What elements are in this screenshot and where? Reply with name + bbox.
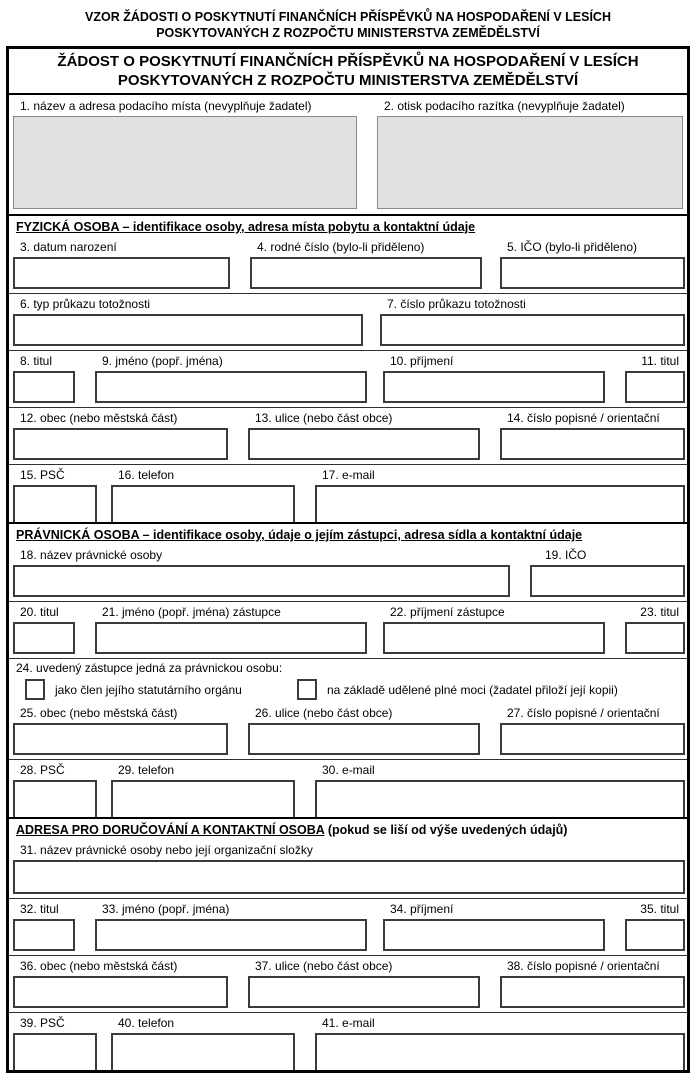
field-36-input[interactable]	[13, 976, 228, 1008]
row-32-35	[9, 899, 687, 956]
application-form	[6, 46, 690, 1073]
field-7-input[interactable]	[380, 314, 685, 346]
section-header-adresa	[9, 817, 687, 840]
field-34-label: 34. příjmení	[390, 902, 454, 916]
document-heading-line1: VZOR ŽÁDOSTI O POSKYTNUTÍ FINANČNÍCH PŘÍSPĚVKŮ NA HOSPODAŘENÍ V LESÍCH	[85, 10, 611, 24]
field-3-label: 3. datum narození	[20, 240, 117, 254]
field-20	[13, 603, 75, 654]
row-3-5	[9, 237, 687, 294]
field-23-label: 23. titul	[640, 605, 679, 619]
field-21-label: 21. jméno (popř. jména) zástupce	[102, 605, 281, 619]
document-heading-line2: POSKYTOVANÝCH Z ROZPOČTU MINISTERSTVA ZEMĚDĚLSTVÍ	[156, 26, 540, 40]
field-10-label: 10. příjmení	[390, 354, 454, 368]
field-39-label: 39. PSČ	[20, 1016, 65, 1030]
field-29-input[interactable]	[111, 780, 295, 817]
section-header-fyzicka-osoba	[9, 214, 687, 237]
field-30-input[interactable]	[315, 780, 685, 817]
field-34-input[interactable]	[383, 919, 605, 951]
field-13	[248, 409, 480, 460]
field-8-input[interactable]	[13, 371, 75, 403]
field-6-label: 6. typ průkazu totožnosti	[20, 297, 151, 311]
row-39-41	[9, 1013, 687, 1070]
field-14-label: 14. číslo popisné / orientační	[507, 411, 660, 425]
field-19-label: 19. IČO	[545, 548, 587, 562]
row-36-38	[9, 956, 687, 1013]
field-18-label: 18. název právnické osoby	[20, 548, 163, 562]
row-submission	[9, 95, 687, 214]
field-7	[380, 295, 685, 346]
field-17-input[interactable]	[315, 485, 685, 522]
row-18-19	[9, 545, 687, 602]
field-13-label: 13. ulice (nebo část obce)	[255, 411, 393, 425]
field-37-label: 37. ulice (nebo část obce)	[255, 959, 393, 973]
field-29-label: 29. telefon	[118, 763, 175, 777]
field-40-input[interactable]	[111, 1033, 295, 1070]
field-4-input[interactable]	[250, 257, 482, 289]
field-21-input[interactable]	[95, 622, 367, 654]
field-12	[13, 409, 228, 460]
field-24-label: 24. uvedený zástupce jedná za právnickou osobu:	[16, 661, 283, 675]
document-heading	[0, 0, 696, 41]
field-39	[13, 1014, 97, 1070]
field-5	[500, 238, 685, 289]
field-5-input[interactable]	[500, 257, 685, 289]
field-31	[13, 841, 685, 894]
field-30-label: 30. e-mail	[322, 763, 375, 777]
field-10	[383, 352, 605, 403]
field-9	[95, 352, 367, 403]
field-6-input[interactable]	[13, 314, 363, 346]
row-12-14	[9, 408, 687, 465]
form-title-line1: ŽÁDOST O POSKYTNUTÍ FINANČNÍCH PŘÍSPĚVKŮ NA HOSPODAŘENÍ V LESÍCH	[57, 53, 639, 70]
field-25	[13, 704, 228, 755]
field-28-input[interactable]	[13, 780, 97, 817]
field-41-input[interactable]	[315, 1033, 685, 1070]
field-36	[13, 957, 228, 1008]
field-11-label: 11. titul	[641, 354, 679, 368]
field-22-label: 22. příjmení zástupce	[390, 605, 505, 619]
field-38-input[interactable]	[500, 976, 685, 1008]
field-40-label: 40. telefon	[118, 1016, 175, 1030]
field-15-label: 15. PSČ	[20, 468, 65, 482]
field-23	[625, 603, 685, 654]
field-2	[377, 97, 683, 209]
form-title-line2: POSKYTOVANÝCH Z ROZPOČTU MINISTERSTVA ZEMĚDĚLSTVÍ	[117, 72, 579, 89]
field-16	[111, 466, 295, 522]
field-18-input[interactable]	[13, 565, 510, 597]
field-34	[383, 900, 605, 951]
field-29	[111, 761, 295, 817]
row-15-17	[9, 465, 687, 522]
field-32	[13, 900, 75, 951]
field-40	[111, 1014, 295, 1070]
field-9-label: 9. jméno (popř. jména)	[102, 354, 223, 368]
field-32-input[interactable]	[13, 919, 75, 951]
field-30	[315, 761, 685, 817]
field-21	[95, 603, 367, 654]
field-19-input[interactable]	[530, 565, 685, 597]
field-24-options	[9, 678, 687, 704]
field-33-input[interactable]	[95, 919, 367, 951]
row-24	[9, 659, 687, 704]
field-14-input[interactable]	[500, 428, 685, 460]
field-32-label: 32. titul	[20, 902, 59, 916]
field-20-input[interactable]	[13, 622, 75, 654]
field-26-label: 26. ulice (nebo část obce)	[255, 706, 393, 720]
field-37-input[interactable]	[248, 976, 480, 1008]
field-25-label: 25. obec (nebo městská část)	[20, 706, 178, 720]
checkbox-power-of-attorney[interactable]	[297, 679, 317, 700]
field-33	[95, 900, 367, 951]
field-33-label: 33. jméno (popř. jména)	[102, 902, 230, 916]
field-9-input[interactable]	[95, 371, 367, 403]
field-1-stamp-area	[13, 116, 357, 209]
field-36-label: 36. obec (nebo městská část)	[20, 959, 178, 973]
field-27-label: 27. číslo popisné / orientační	[507, 706, 660, 720]
row-6-7	[9, 294, 687, 351]
field-28	[13, 761, 97, 817]
field-20-label: 20. titul	[20, 605, 59, 619]
row-8-11	[9, 351, 687, 408]
field-16-label: 16. telefon	[118, 468, 175, 482]
checkbox-statutory-member-label: jako člen jejího statutárního orgánu	[55, 682, 242, 697]
field-38	[500, 957, 685, 1008]
field-6	[13, 295, 363, 346]
field-27	[500, 704, 685, 755]
field-18	[13, 546, 510, 597]
field-35-input[interactable]	[625, 919, 685, 951]
field-31-input[interactable]	[13, 860, 685, 894]
section-header-pravnicka-osoba	[9, 522, 687, 545]
field-19	[530, 546, 685, 597]
field-17	[315, 466, 685, 522]
field-15-input[interactable]	[13, 485, 97, 522]
field-35-label: 35. titul	[640, 902, 679, 916]
field-3	[13, 238, 230, 289]
row-31	[9, 840, 687, 899]
field-38-label: 38. číslo popisné / orientační	[507, 959, 660, 973]
field-1-label: 1. název a adresa podacího místa (nevyplňuje žadatel)	[20, 99, 312, 113]
field-25-input[interactable]	[13, 723, 228, 755]
field-7-label: 7. číslo průkazu totožnosti	[387, 297, 526, 311]
field-8-label: 8. titul	[20, 354, 53, 368]
section-header-adresa-text: ADRESA PRO DORUČOVÁNÍ A KONTAKTNÍ OSOBA	[16, 823, 325, 837]
field-26	[248, 704, 480, 755]
section-header-pravnicka-osoba-text: PRÁVNICKÁ OSOBA – identifikace osoby, údaje o jejím zástupci, adresa sídla a kontaktní údaje	[16, 528, 583, 542]
field-14	[500, 409, 685, 460]
field-35	[625, 900, 685, 951]
form-title	[9, 49, 687, 95]
field-4	[250, 238, 482, 289]
field-2-label: 2. otisk podacího razítka (nevyplňuje žadatel)	[384, 99, 625, 113]
field-41-label: 41. e-mail	[322, 1016, 375, 1030]
field-41	[315, 1014, 685, 1070]
field-17-label: 17. e-mail	[322, 468, 375, 482]
section-header-fyzicka-osoba-text: FYZICKÁ OSOBA – identifikace osoby, adresa místa pobytu a kontaktní údaje	[16, 220, 476, 234]
row-20-23	[9, 602, 687, 659]
field-27-input[interactable]	[500, 723, 685, 755]
row-28-30	[9, 759, 687, 817]
field-15	[13, 466, 97, 522]
field-4-label: 4. rodné číslo (bylo-li přiděleno)	[257, 240, 425, 254]
checkbox-power-of-attorney-label: na základě udělené plné moci (žadatel přiloží její kopii)	[327, 682, 618, 697]
field-22-input[interactable]	[383, 622, 605, 654]
field-13-input[interactable]	[248, 428, 480, 460]
field-12-input[interactable]	[13, 428, 228, 460]
field-31-label: 31. název právnické osoby nebo její organizační složky	[20, 843, 313, 857]
field-16-input[interactable]	[111, 485, 295, 522]
field-26-input[interactable]	[248, 723, 480, 755]
field-37	[248, 957, 480, 1008]
row-25-27	[9, 704, 687, 759]
field-10-input[interactable]	[383, 371, 605, 403]
field-1	[13, 97, 357, 209]
field-23-input[interactable]	[625, 622, 685, 654]
field-2-stamp-area	[377, 116, 683, 209]
field-22	[383, 603, 605, 654]
field-11	[625, 352, 685, 403]
field-28-label: 28. PSČ	[20, 763, 65, 777]
field-5-label: 5. IČO (bylo-li přiděleno)	[507, 240, 638, 254]
section-header-adresa-note: (pokud se liší od výše uvedených údajů)	[324, 823, 568, 837]
checkbox-statutory-member[interactable]	[25, 679, 45, 700]
field-12-label: 12. obec (nebo městská část)	[20, 411, 178, 425]
field-39-input[interactable]	[13, 1033, 97, 1070]
field-8	[13, 352, 75, 403]
field-11-input[interactable]	[625, 371, 685, 403]
field-3-input[interactable]	[13, 257, 230, 289]
